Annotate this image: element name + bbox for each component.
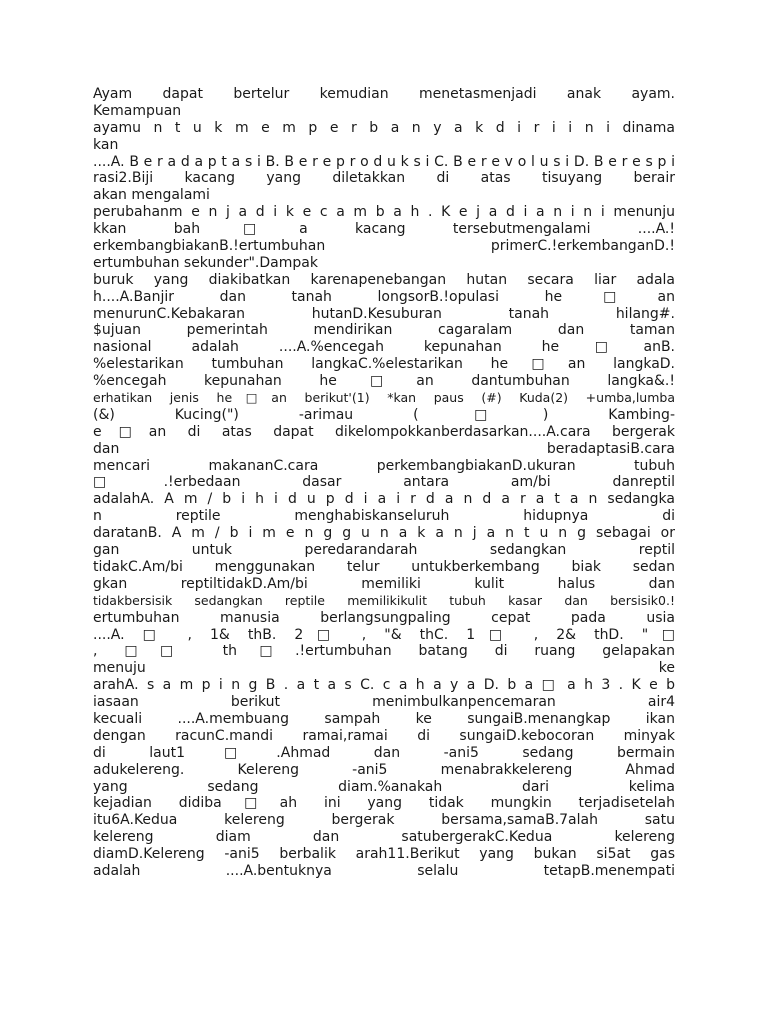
text-line: adukelereng. Kelereng -ani5 menabrakkelereng Ahmad xyxy=(93,761,675,778)
text-line: e□an di atas dapat dikelompokkanberdasarkan....A.cara bergerak xyxy=(93,423,675,440)
text-line: mencari makananC.cara perkembangbiakanD.ukuran tubuh xyxy=(93,457,675,474)
text-line: dengan racunC.mandi ramai,ramai di sungaiD.kebocoran minyak xyxy=(93,727,675,744)
document-text xyxy=(93,86,675,880)
text-line: ayamu n t u k m e m p e r b a n y a k d i r i i n i dinama xyxy=(93,119,675,136)
text-line: ertumbuhan sekunder".Dampak xyxy=(93,254,318,271)
text-line: nasional adalah ....A.%encegah kepunahan he□anB. xyxy=(93,339,675,356)
text-line: kkan bah□a kacang tersebutmengalami ....A.! xyxy=(93,221,675,238)
text-line: h....A.Banjir dan tanah longsorB.!opulasi he□an xyxy=(93,288,675,305)
text-line: akan mengalami xyxy=(93,187,210,204)
text-line: tidakbersisik sedangkan reptile memilikikulit tubuh kasar dan bersisik0.! xyxy=(93,592,675,608)
text-line: $ujuan pemerintah mendirikan cagaralam dan taman xyxy=(93,322,675,339)
text-line: kejadian didiba□ah ini yang tidak mungkin terjadisetelah xyxy=(93,795,675,812)
text-line: gkan reptiltidakD.Am/bi memiliki kulit halus dan xyxy=(93,575,675,592)
text-line: adalahA. A m / b i h i d u p d i a i r d a n d a r a t a n sedangka xyxy=(93,491,675,508)
text-line: adalah ....A.bentuknya selalu tetapB.menempati xyxy=(93,862,675,879)
text-line: %encegah kepunahan he□an dantumbuhan langka&.! xyxy=(93,373,675,390)
text-line: perubahanm e n j a d i k e c a m b a h . K e j a d i a n i n i menunju xyxy=(93,204,675,221)
text-line: gan untuk peredarandarah sedangkan reptil xyxy=(93,542,675,559)
text-line: ....A. □ , 1& thB. 2□ , "& thC. 1□ , 2& thD. "□ xyxy=(93,626,675,643)
text-line: □.!erbedaan dasar antara am/bi danreptil xyxy=(93,474,675,491)
text-line: kan xyxy=(93,136,119,153)
text-line: arahA. s a m p i n g B . a t a s C. c a h a y a D. b a □ a h 3 . K e b xyxy=(93,677,675,694)
text-line: buruk yang diakibatkan karenapenebangan hutan secara liar adala xyxy=(93,271,675,288)
text-line: %elestarikan tumbuhan langkaC.%elestarikan he□an langkaD. xyxy=(93,356,675,373)
text-line: dan beradaptasiB.cara xyxy=(93,440,675,457)
text-line: ertumbuhan manusia berlangsungpaling cepat pada usia xyxy=(93,609,675,626)
text-line: n reptile menghabiskanseluruh hidupnya di xyxy=(93,508,675,525)
text-line: diamD.Kelereng -ani5 berbalik arah11.Berikut yang bukan si5at gas xyxy=(93,846,675,863)
text-line: (&) Kucing(") -arimau (□) Kambing- xyxy=(93,406,675,423)
text-line: kelereng diam dan satubergerakC.Kedua kelereng xyxy=(93,829,675,846)
text-line: di laut1□.Ahmad dan -ani5 sedang bermain xyxy=(93,744,675,761)
text-line: daratanB. A m / b i m e n g g u n a k a n j a n t u n g sebagai or xyxy=(93,525,675,542)
text-line: erkembangbiakanB.!ertumbuhan primerC.!erkembanganD.! xyxy=(93,238,675,255)
text-line: erhatikan jenis he□an berikut'(1) *kan paus (#) Kuda(2) +umba,lumba xyxy=(93,390,675,406)
text-line: menuju ke xyxy=(93,660,675,677)
text-line: ....A. B e r a d a p t a s i B. B e r e p r o d u k s i C. B e r e v o l u s i D. B e r e s p i xyxy=(93,153,675,170)
text-line: iasaan berikut menimbulkanpencemaran air4 xyxy=(93,694,675,711)
text-line: itu6A.Kedua kelereng bergerak bersama,samaB.7alah satu xyxy=(93,812,675,829)
text-line: menurunC.Kebakaran hutanD.Kesuburan tanah hilang#. xyxy=(93,305,675,322)
text-line: rasi2.Biji kacang yang diletakkan di atas tisuyang berair xyxy=(93,170,675,187)
text-line: , □□ th□.!ertumbuhan batang di ruang gelapakan xyxy=(93,643,675,660)
text-line: kecuali ....A.membuang sampah ke sungaiB.menangkap ikan xyxy=(93,710,675,727)
text-line: Ayam dapat bertelur kemudian menetasmenjadi anak ayam. xyxy=(93,86,675,102)
text-line: tidakC.Am/bi menggunakan telur untukberkembang biak sedan xyxy=(93,558,675,575)
text-line: yang sedang diam.%anakah dari kelima xyxy=(93,778,675,795)
text-line: Kemampuan xyxy=(93,102,182,119)
